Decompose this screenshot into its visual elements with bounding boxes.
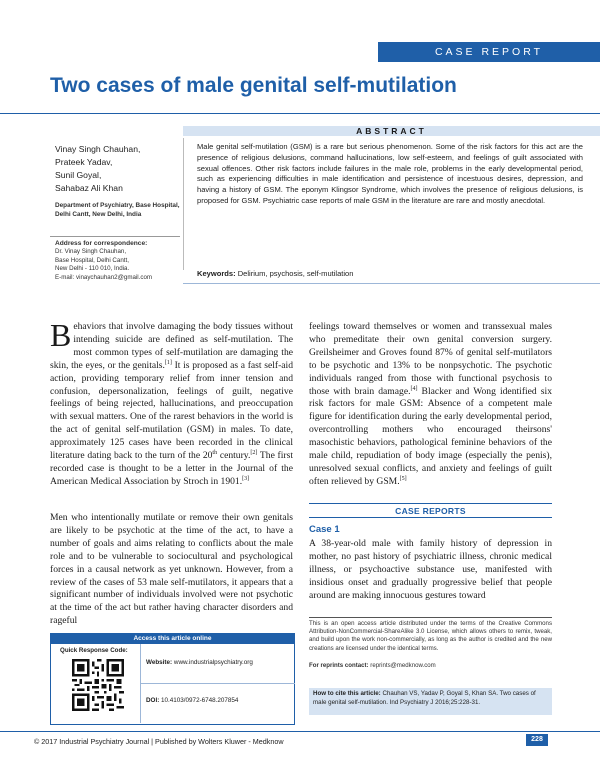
doi-line	[146, 697, 238, 704]
website-line	[146, 659, 253, 666]
correspondence-divider	[50, 236, 180, 237]
author-name: Vinay Singh Chauhan,	[55, 144, 141, 154]
keywords-label: Keywords:	[197, 269, 236, 278]
qr-code-icon[interactable]	[72, 659, 124, 711]
keywords	[197, 269, 583, 278]
citation-ref[interactable]: [5]	[399, 475, 407, 482]
body-paragraph-3: feelings toward themselves or women and transsexual males who premeditate their own genital conversion surgery. Greilsheimer and Groves found 87% of genital self-mutilators to be psychotic and 13% to be nonpsychotic. The psychotic individuals ranged from those with functional psychosis to those with brain damage.[4] Blacker and Wong identified six risk factors for male GSM: Absence of a competent male figure for identification during the early developmental period, overcontrolling mothers who encouraged theirsons' masochistic behaviors, pathological feminine behaviors of the male child, repudiation of body image (especially the penis), unresolved sexual conflicts, and anxiety and feelings of guilt often relieved by GSM.[5]	[309, 321, 553, 487]
license-text: This is an open access article distributed under the terms of the Creative Commons Attribution-NonCommercial-ShareAlike 3.0 License, which allows others to remix, tweak, and build upon the work non-commercially, as long as the author is credited and the new creations are licensed under the identical terms.	[309, 620, 552, 652]
reprints-line	[309, 662, 436, 669]
footer-rule	[0, 731, 600, 732]
author-list	[55, 143, 175, 195]
case-paragraph: A 38-year-old male with family history of depression in mother, no past history of psychiatric illness, chronic medical illness, or psychoactive substance use, manifested with insidious onset and gradually progressive belief that people around are making innocuous gestures toward	[309, 538, 552, 601]
abstract-bottom-rule	[183, 283, 600, 284]
correspondence	[55, 240, 185, 282]
correspondence-line: Dr. Vinay Singh Chauhan,	[55, 248, 127, 256]
citation-ref[interactable]: [1]	[164, 359, 172, 366]
access-horizontal-divider	[140, 683, 295, 684]
doi-label: DOI:	[146, 697, 160, 704]
doi-link[interactable]: 10.4103/0972-6748.207854	[161, 697, 239, 704]
citation-ref[interactable]: [4]	[410, 385, 418, 392]
abstract-left-rule	[183, 138, 184, 270]
citation-label: How to cite this article:	[313, 690, 381, 697]
abstract-heading: ABSTRACT	[183, 126, 600, 136]
correspondence-line: Base Hospital, Delhi Cantt,	[55, 256, 129, 264]
correspondence-email[interactable]: E-mail: vinaychauhan2@gmail.com	[55, 273, 153, 281]
reprints-label: For reprints contact:	[309, 662, 369, 669]
body-paragraph-1: Behaviors that involve damaging the body tissues without intending suicide are defined as self-mutilation. The most common types of self-mutilation are damaging the skin, the eyes, or the genitals.[1] It is proposed as a fast self-aid action, providing temporary relief from inner tension and confusion, depersonalization, feelings of guilt, negative feelings of being rejected, hallucinations, and preoccupation with sexual matters. One of the rarest behaviors in the world is the act of genital self-mutilation (GSM) in males. To date, approximately 125 cases have been recorded in the clinical literature dating back to the turn of the 20th century.[2] The first recorded case is thought to be a letter in the Journal of the American Medical Association by Stroch in 1901.[3]	[50, 317, 293, 487]
page-number: 228	[526, 734, 548, 746]
author-name: Sahabaz Ali Khan	[55, 183, 123, 193]
correspondence-heading: Address for correspondence:	[55, 240, 148, 247]
qr-label: Quick Response Code:	[60, 647, 128, 654]
license-rule	[309, 617, 552, 618]
article-type-banner: CASE REPORT	[378, 42, 600, 62]
affiliation: Department of Psychiatry, Base Hospital, Delhi Cantt, New Delhi, India	[55, 202, 180, 218]
author-name: Prateek Yadav,	[55, 157, 113, 167]
citation-text: Chauhan VS, Yadav P, Goyal S, Khan SA. Two cases of male genital self-mutilation. Ind Psychiatry J 2016;25:228-31.	[313, 690, 536, 706]
drop-cap: B	[50, 317, 72, 353]
abstract-text: Male genital self-mutilation (GSM) is a rare but serious phenomenon. Some of the risk factors for this act are the presence of religious delusions, command hallucinations, low self-esteem, and feelings of guilt associated with sexual offences. Other risk factors include failures in the male role, problems in the early developmental period, such as experiencing difficulties in male identification and persistence of incestuous desires, depression, and having a history of GSM. The eponym Klingsor Syndrome, which involves the presence of religious delusions, is proposed for GSM. Psychiatric case reports of male GSM in the literature are rare and mostly anecdotal.	[197, 142, 583, 205]
citation-ref[interactable]: [3]	[242, 475, 250, 482]
title-divider	[0, 113, 600, 114]
section-rule-bottom	[309, 517, 552, 518]
footer-text: © 2017 Industrial Psychiatry Journal | Published by Wolters Kluwer - Medknow	[34, 737, 284, 746]
correspondence-line: New Delhi - 110 010, India.	[55, 265, 130, 273]
author-name: Sunil Goyal,	[55, 170, 102, 180]
section-heading: CASE REPORTS	[395, 506, 466, 516]
website-link[interactable]: www.industrialpsychiatry.org	[173, 659, 253, 666]
case-heading: Case 1	[309, 524, 340, 535]
keywords-list: Delirium, psychosis, self-mutilation	[237, 269, 354, 278]
access-heading: Access this article online	[50, 633, 295, 644]
article-title: Two cases of male genital self-mutilation	[50, 74, 457, 97]
website-label: Website:	[146, 659, 173, 666]
section-rule-top	[309, 503, 552, 504]
body-paragraph-2: Men who intentionally mutilate or remove their own genitals are likely to be psychotic at the time of the act, to have a number of goals and aims relating to conflicts about the male role and to be vulnerable to sociocultural and psychological forces in a causal network as yet unknown. However, from a review of the cases of 53 male self-mutilators, it appears that a significant number of individuals involved were not psychotic at the time of the act but rather having character disorders and rageful	[50, 512, 293, 627]
reprints-email[interactable]: reprints@medknow.com	[370, 662, 436, 669]
citation-ref[interactable]: [2]	[250, 449, 258, 456]
citation-box	[309, 688, 552, 715]
